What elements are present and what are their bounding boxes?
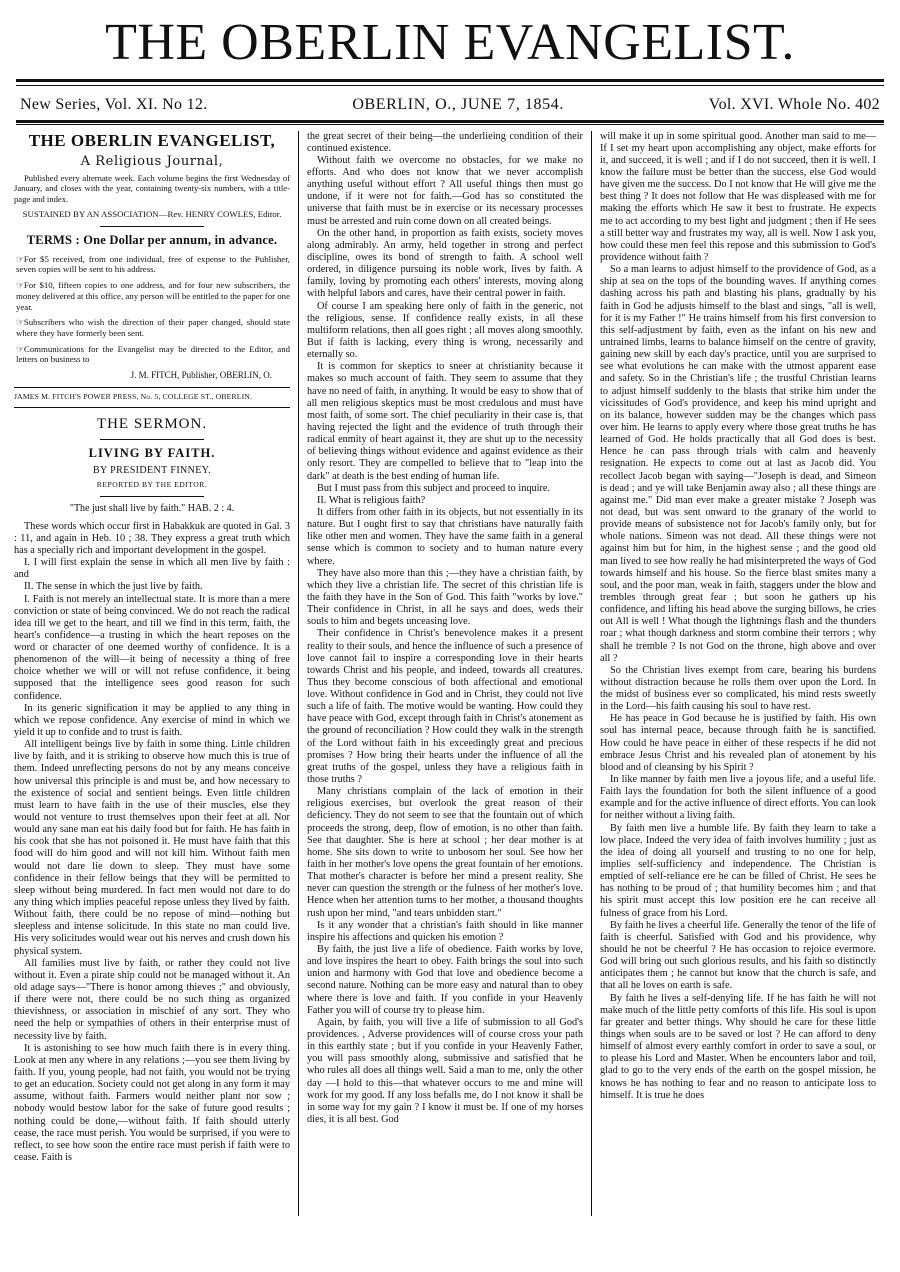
column-3	[592, 131, 876, 1216]
columns-container	[14, 131, 886, 1216]
terms-heading: TERMS : One Dollar per annum, in advance.	[26, 232, 278, 247]
issue-place-date: OBERLIN, O., JUNE 7, 1854.	[352, 95, 564, 113]
paragraph: In its generic signification it may be applied to any thing in which we repose confidence. Any exercise of mind in which we yield it up to confide and to trust is faith.	[14, 702, 290, 739]
paragraph: I. Faith is not merely an intellectual state. It is more than a mere conviction or state of being convinced. We do not reach the radical idea till we get to the heart, and till we find in this term, faith, the heart's confidence—a trusting in which the heart reposes on the word or character of one deemed worthy of confidence. It is a phenomenon of the will—it being of necessity a thing of free choice whether we will or will not refuse confidence, it being supposed that the intelligence sees good reason for such confidence.	[14, 593, 290, 702]
sermon-section-heading: THE SERMON.	[96, 415, 208, 432]
nameplate-publication-note: Published every alternate week. Each volume begins the first Wednesday of January, and closes with the year, containing twenty-six numbers, with a title-page and index.	[14, 172, 290, 204]
paragraph: II. The sense in which the just live by faith.	[24, 581, 203, 593]
divider	[100, 226, 205, 227]
masthead-title: THE OBERLIN EVANGELIST.	[105, 14, 795, 71]
paragraph: On the other hand, in proportion as faith exists, society moves along admirably. An army, held together in strong and perfect discipline, owes its bond of strength to faith. A school well ordered, in diligence pursuing its noble work, lives by faith. A family, loving by promoting each others' interests, moving along with helpful labors and cares, have their central power in faith.	[307, 227, 583, 300]
paragraph: All families must live by faith, or rather they could not live without it. Even a pirate ship could not be managed without it. An old adage says—"There is honor among thieves ;" and obviously, if there were not, there could be no such thing as organized thievishness, or association in mischief of any sort. They who need the help or sympathies of others in their enterprise must of necessity live by faith.	[14, 957, 290, 1042]
nameplate	[14, 131, 290, 169]
paragraph: All intelligent beings live by faith in some thing. Little children live by faith, and it is striking to observe how much this is true of them. Indeed unreflecting persons do not by any means conceive how universal this principle is and must be, and how necessary to the existence of social and sentient beings. Even little children must learn to have faith in the use of their muscles, else they would not venture to trust themselves upon their feet at all. Nor would any sane man eat his daily food but for faith. He has faith in his cook that she has not poisoned it. He must have faith that this food will do him good and will not kill him. Without faith men would not dare lie down to sleep. They must have some confidence in their fellow beings that they will be permitted to sleep without being murdered. In fact men would not dare to do any thing which implies peaceful repose unless they lived by faith. Without faith, there could be no repose of mind—nothing but sleepless and intense solicitude. In this state no man could live. His very solicitudes would wear out his nerves and crush down his physical system.	[14, 739, 290, 957]
paragraph: the great secret of their being—the underlieing condition of their continued existence.	[307, 130, 583, 154]
paragraph: By faith he lives a self-denying life. If he has faith he will not make much of the little petty comforts of this life. His soul is upon far greater and better things. Why should he care for these little things when souls are to be saved or lost ? He can afford to deny himself of almost every earthly comfort in order to save a soul, or to please his Lord and Master. When he encounters labor and toil, glad to go to the very ends of the earth on the gospel mission, he knows he has nothing to fear and no reason to anticipate loss to himself. It is true he does	[600, 992, 876, 1101]
paragraph: In like manner by faith men live a joyous life, and a useful life. Faith lays the foundation for both the silent influence of a good example and for the active influence of direct efforts. You can look for neither without a living faith.	[600, 774, 876, 822]
paragraph: It differs from other faith in its objects, but not essentially in its nature. But I ought first to say that christians have naturally faith like other men and women. They have the same faith in a general sense which is common to society and to human nature every where.	[307, 506, 583, 567]
publisher-line: J. M. FITCH, Publisher, OBERLIN, O.	[130, 370, 272, 381]
masthead-rule-thick	[16, 79, 884, 82]
nameplate-title: THE OBERLIN EVANGELIST,	[28, 130, 276, 150]
nameplate-subtitle: A Religious Journal,	[80, 153, 224, 169]
divider	[100, 496, 205, 497]
paragraph: Many christians complain of the lack of emotion in their religious exercises, but overlook the great reason of their deficiency. They do not seem to see that the fountain out of which proceeds the strong, deep, flow of emotion, is no other than faith. See that daughter. She is here at school ; her dear mother is at home. She sits down to write to unbosom her soul. See how her faith in her mother's love opens the great fountain of her emotions. That mother's character is before her mind a present reality. She never can question the strength or the fulness of her mother's love. Hence when her attention turns to her mother, a thousand thoughts rush upon her mind, "and tears unbidden start."	[307, 786, 583, 919]
paragraph: So the Christian lives exempt from care, bearing his burdens without distraction because he rolls them over upon the Lord. In the midst of business ever so complicated, his mind rests sweetly in the Lord—his faith causing his soul to have rest.	[600, 664, 876, 713]
issue-rule-thin	[16, 124, 884, 125]
terms-item: ☞Communications for the Evangelist may be directed to the Editor, and letters on business to	[16, 343, 290, 365]
printer-imprint: JAMES M. FITCH'S POWER PRESS, No. 5, COLLEGE ST., OBERLIN.	[14, 391, 253, 401]
terms-item: ☞For $10, fifteen copies to one address, and for four new subscribers, the money delivered at this office, any person will be entitled to the paper for one year.	[16, 280, 290, 312]
paragraph: Their confidence in Christ's benevolence makes it a present reality to their souls, and hence the influence of such a presence of love cannot fail to inspire a corresponding love in their hearts towards Christ and his people, and indeed, towards all creatures. Thus they become conscious of both affectional and emotional love. Without confidence in God and in Christ, they could not live such a life of faith. The motive would be wanting. How could they have peace with God, except through faith in Christ's atonement as the ground of reconciliation ? How could they walk in the strength of the Lord without faith in his exceedingly great and precious promises ? How bring their hearts under the influence of all the great truths of the gospel, unless they have a religious faith in those truths ?	[307, 628, 583, 786]
divider	[100, 439, 205, 440]
paragraph: It is common for skeptics to sneer at christianity because it makes so much account of faith. They seem to assume that they have no need of faith, in anything. It would be easy to show that of all men religious skeptics must be most credulous and must have most faith, of some sort. The chief peculiarity in their case is, that having rejected the light and the evidence of truth through their radical enmity of heart against it, they are shut up to the necessity of believing things without evidence and against evidence as their only resort. They are compelled to believe that to "leap into the dark" at death is the best ending of human life.	[307, 361, 583, 482]
paragraph: He has peace in God because he is justified by faith. His own soul has internal peace, because through faith he is sanctified. How could he have peace in either of these respects if he did not embrace Jesus Christ and his revealed plan of atonement by his blood and of cleansing by his Spirit ?	[600, 713, 876, 773]
issue-whole-number: Vol. XVI. Whole No. 402	[708, 95, 880, 113]
paragraph: But I must pass from this subject and proceed to inquire.	[317, 482, 551, 494]
paragraph: Is it any wonder that a christian's faith should in like manner inspire his affections and quicken his emotion ?	[307, 919, 583, 943]
paragraph: By faith he lives a cheerful life. Generally the tenor of the life of faith is cheerful. Satisfied with God and his providence, why should he not be cheerful ? He has occasion to rejoice evermore. God will bring out such glorious results, and his faith so distinctly anticipates them ; he cannot but know that the church is safe, and that all he loves on earth is safe.	[600, 919, 876, 992]
sermon-author: BY PRESIDENT FINNEY.	[92, 465, 212, 477]
paragraph: I. I will first explain the sense in which all men live by faith : and	[14, 557, 290, 581]
paragraph-heading: II. What is religious faith?	[317, 494, 426, 506]
paragraph: These words which occur first in Habakkuk are quoted in Gal. 3 : 11, and again in Heb. 10 ; 38. They express a great truth which has a specially rich and important development in the gospel.	[14, 520, 290, 556]
masthead-rule-thin	[16, 85, 884, 86]
issue-rule-thick	[16, 120, 884, 123]
sermon-scripture-text: "The just shall live by faith." HAB. 2 : 4.	[69, 502, 235, 514]
paragraph: Without faith we overcome no obstacles, for we make no efforts. And who does not know that we never accomplish anything useful without effort ? All useful things then must go undone, if it were not for faith.—God has so constituted the universe that faith must be in exercise or its necessary processes must be arrested and ruin come down on all created beings.	[307, 154, 583, 227]
column-1	[14, 131, 298, 1216]
issue-line	[14, 92, 886, 120]
paragraph: By faith men live a humble life. By faith they learn to take a low place. Indeed the very idea of faith involves humility ; just as the idea of doing all yourself and trusting to no one for help, implies self-sufficiency and independence. The Christian is emptied of self-reliance ere he can be filled of Christ. He sees he has nothing to be proud of ; that humility becomes him ; and that his spirit must accept this low position ere he can receive all fulness of grace from his Lord.	[600, 822, 876, 919]
paragraph: It is astonishing to see how much faith there is in every thing. Look at men any where in any relations ;—you see them living by faith. If you, young people, had not faith, you would not be trying to get an education. Society could not get along in any form it may assume, without faith. Farmers would neither plant nor sow ; nobody would bestow labor for the sake of future good results ; nothing could be done,—without faith. If faith should utterly cease, the race must perish. You would be surprised, if you were to reflect, to see how soon the entire race must perish if faith were to cease. Faith is	[14, 1042, 290, 1163]
sermon-reporter: REPORTED BY THE EDITOR.	[96, 479, 208, 489]
paragraph: They have also more than this ;—they have a christian faith, by which they live a christian life. The secret of this christian life is the faith they have in the Son of God. This faith "works by love." Their confidence in Christ, in all he says and does, weds their souls to him and begets unceasing love.	[307, 567, 583, 628]
column-2	[298, 131, 592, 1216]
nameplate-sustained-by: SUSTAINED BY AN ASSOCIATION—Rev. HENRY COWLES, Editor.	[22, 208, 282, 219]
divider	[14, 407, 290, 408]
divider	[14, 387, 290, 388]
paragraph: Again, by faith, you will live a life of submission to all God's providences. , Adverse providences will of course cross your path in this earthly state ; but if you confide in your Heavenly Father, you will pass smoothly along, submissive and satisfied that he who rules all does all things well. Said a man to me, only the other day —I hold to this—that whatever occurs to me and mine will work for my good. If any loss befalls me, do I not know it shall be in some way for my gain ? I know it must be. If one of my horses dies, it is all best. God	[307, 1016, 583, 1125]
sermon-title: LIVING BY FAITH.	[88, 446, 216, 461]
paragraph: So a man learns to adjust himself to the providence of God, as a ship at sea on the tops of the bounding waves. If anything comes dashing across his path and blasting his plans, gradually by his faith in God he adjusts himself to the blast and sings, "all is well, for it is my Father !" He trains himself from his first conversion to this self-adjustment by faith, even as the infant on his new and untrained limbs, learns to balance himself on the centre of gravity, gaining new skill by each day's practice, until you are surprised to see what evolutions he can make with the utmost apparent ease and safety. So in the Christian's life ; the trustful Christian learns to adjust himself suddenly to the blasts that strike him under the vicissitudes of God's providence, and keep his mind upright and on its balance, however sudden may be the changes which pass over him. He learns to apply every where those great truths he has learned of God. He holds practically that all God does is best. Hence he can pass through trials with calm and heavenly resignation. He expects to come out at last as Jacob did. You recollect Jacob began with saying—"Joseph is dead, and Simeon is dead ; and ye will take Benjamin away also ; all these things are against me." Did man ever make a greater mistake ? Joseph was not dead, but was sent onward to the granary of the world to provide means of subsistence not for Jacob's family only, but for whole nations. Simeon was not dead. All these things were not against him but for him, in the highest sense ; and the good old man lived to see how really he had misinterpreted the ways of God towards himself and his house. So the fierce blast smites many a soul, and the poor man, weak in faith, staggers under the blow and trembles through great fear ; but soon he gathers up his confidence, and lifting his head above the surging billows, he cries out All is well ! What though the lightnings flash and the thunders roar ; what though darkness and storm combine their terrors ; why shall he tremble ? Is not God on the throne, high above and over all ?	[600, 264, 876, 664]
issue-series: New Series, Vol. XI. No 12.	[20, 95, 208, 113]
paragraph: By faith, the just live a life of obedience. Faith works by love, and love inspires the heart to obey. Faith brings the soul into such union and harmony with God that love and obedience become a second nature. Nothing can be more easy and natural than to obey where there is love and faith. If you confide in your Heavenly Father you will of course try to please him.	[307, 944, 583, 1016]
paragraph: Of course I am speaking here only of faith in the generic, not the religious, sense. If confidence really exists, in all these multiform relations, then all goes right ; all moves along smoothly. But if faith is lacking, every thing is wrong, necessarily and eternally so.	[307, 300, 583, 361]
terms-item: ☞For $5 received, from one individual, free of expense to the Publisher, seven copies will be sent to his address.	[16, 253, 290, 275]
terms-item: ☞Subscribers who wish the direction of their paper changed, should state where they have formerly been sent.	[16, 317, 290, 338]
paragraph: will make it up in some spiritual good. Another man said to me—If I set my heart upon accomplishing any object, make efforts for it, and succeed, it is well ; and if I do not succeed, then it is well. I know the failure must be better than the success, else God would have given me the success. Do I not know that He will give me the best thing ? It does not follow that He was displeased with me for making the efforts which He saw it best to frustrate. He expects me to act according to my best light and judgment ; then if He sees a still better way and frustrates my way, all is well. Now I ask you, how could these men feel this repose and this submission to God's providence without faith ?	[600, 130, 876, 263]
